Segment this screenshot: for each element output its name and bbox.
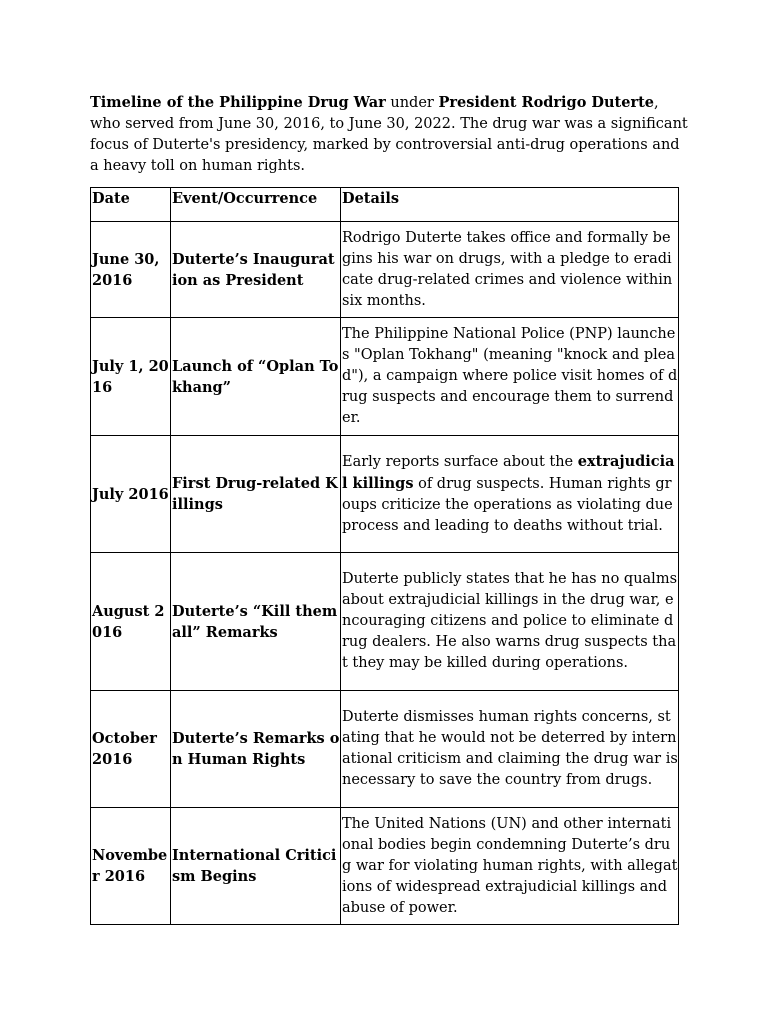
table-row — [91, 318, 679, 436]
row-details: Duterte dismisses human rights concerns, stating that he would not be deterred by international criticism and claiming the drug war is necessary to save the country from drugs. — [341, 691, 679, 808]
header-event: Event/Occurrence — [171, 188, 341, 222]
row-date: July 2016 — [91, 436, 171, 553]
intro-connector: under — [385, 95, 439, 111]
row-date: October 2016 — [91, 691, 171, 808]
details-emphasis: extrajudicial killings — [342, 453, 675, 492]
row-details: Duterte publicly states that he has no qualms about extrajudicial killings in the drug war, encouraging citizens and police to eliminate drug dealers. He also warns drug suspects that they may be killed during operations. — [341, 553, 679, 691]
header-details: Details — [341, 188, 679, 222]
row-details — [341, 436, 679, 553]
row-date: June 30, 2016 — [91, 222, 171, 318]
header-date: Date — [91, 188, 171, 222]
details-text-pre: Early reports surface about the — [342, 454, 578, 470]
intro-title: Timeline of the Philippine Drug War — [90, 94, 386, 111]
row-details: The United Nations (UN) and other international bodies begin condemning Duterte’s drug war for violating human rights, with allegations of widespread extrajudicial killings and abuse of power. — [341, 808, 679, 925]
intro-paragraph — [90, 92, 690, 177]
table-row — [91, 553, 679, 691]
row-event: First Drug-related Killings — [171, 436, 341, 553]
table-header-row — [91, 188, 679, 222]
timeline-table — [90, 187, 679, 925]
row-event: Duterte’s Remarks on Human Rights — [171, 691, 341, 808]
table-row — [91, 222, 679, 318]
details-text-post: of drug suspects. Human rights groups criticize the operations as violating due process and leading to deaths without trial. — [342, 476, 673, 534]
row-event: Duterte’s Inauguration as President — [171, 222, 341, 318]
row-date: July 1, 2016 — [91, 318, 171, 436]
intro-description: , who served from June 30, 2016, to June 30, 2022. The drug war was a significant focus of Duterte's presidency, marked by controversial anti-drug operations and a heavy toll on human rights. — [90, 95, 688, 174]
row-date: August 2016 — [91, 553, 171, 691]
row-details: The Philippine National Police (PNP) launches "Oplan Tokhang" (meaning "knock and plead"), a campaign where police visit homes of drug suspects and encourage them to surrender. — [341, 318, 679, 436]
row-event: Launch of “Oplan Tokhang” — [171, 318, 341, 436]
row-event: International Criticism Begins — [171, 808, 341, 925]
row-event: Duterte’s “Kill them all” Remarks — [171, 553, 341, 691]
table-row — [91, 436, 679, 553]
table-row — [91, 808, 679, 925]
intro-president-name: President Rodrigo Duterte — [438, 94, 655, 111]
row-date: November 2016 — [91, 808, 171, 925]
row-details: Rodrigo Duterte takes office and formally begins his war on drugs, with a pledge to eradicate drug-related crimes and violence within six months. — [341, 222, 679, 318]
table-row — [91, 691, 679, 808]
